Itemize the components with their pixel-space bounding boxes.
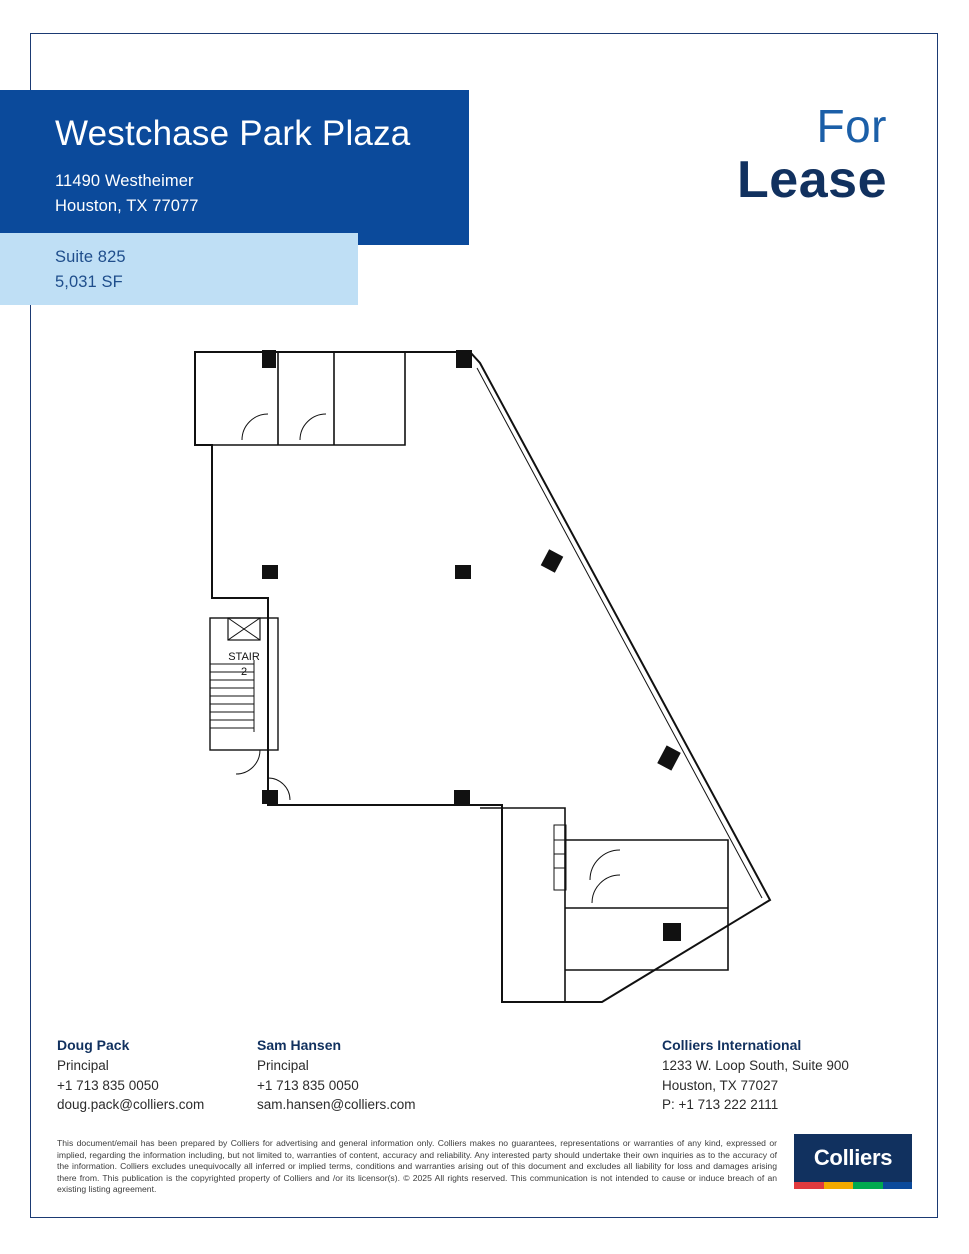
stair-number: 2 (240, 666, 248, 678)
logo-stripe-red (794, 1182, 824, 1189)
contact-name: Sam Hansen (257, 1037, 342, 1053)
logo-badge (794, 1134, 912, 1182)
company-phone: P: +1 713 222 2111 (662, 1097, 779, 1112)
address-street: 11490 Westheimer (55, 172, 194, 190)
contact-sam-hansen (257, 1035, 416, 1115)
address-city: Houston, TX 77077 (55, 197, 199, 215)
building-name: Westchase Park Plaza (55, 114, 411, 153)
contact-email[interactable]: sam.hansen@colliers.com (257, 1097, 416, 1112)
floor-plan-drawing (150, 330, 830, 1020)
logo-stripe-blue (883, 1182, 913, 1189)
colliers-logo (794, 1134, 912, 1196)
logo-stripes (794, 1182, 912, 1189)
stair-label: STAIR (228, 651, 260, 663)
suite-number: Suite 825 (55, 248, 126, 266)
disclaimer-text: This document/email has been prepared by Colliers for advertising and general information only. Colliers makes no guarantees, representations or warranties of any kind, expressed or implied, regarding the information including, but not limited to, warranties of content, accuracy and reliability. Any interested party should undertake their own inquiries as to the accuracy of the information. Colliers excludes unequivocally all inferred or implied terms, conditions and warranties arising out of this document and excludes all liability for loss and damages arising there from. This publication is the copyrighted property of Colliers and /or its licensor(s). © 2025 All rights reserved. This communication is not intended to cause or induce breach of an existing listing agreement. (57, 1138, 777, 1195)
suite-size: 5,031 SF (55, 273, 123, 291)
contact-phone: +1 713 835 0050 (257, 1077, 359, 1093)
company-address-1: 1233 W. Loop South, Suite 900 (662, 1058, 849, 1073)
for-lease-heading (737, 100, 887, 208)
contact-title: Principal (257, 1058, 309, 1073)
logo-wordmark: Colliers (813, 1145, 893, 1170)
contacts-section (57, 1035, 897, 1120)
contact-email[interactable]: doug.pack@colliers.com (57, 1097, 205, 1112)
lease-label: Lease (737, 151, 887, 209)
contact-name: Doug Pack (57, 1037, 130, 1053)
for-label: For (816, 100, 887, 152)
contact-phone: +1 713 835 0050 (57, 1077, 159, 1093)
company-name: Colliers International (662, 1037, 802, 1053)
title-block (0, 90, 469, 245)
logo-stripe-green (853, 1182, 883, 1189)
contact-doug-pack (57, 1035, 204, 1115)
suite-block (0, 233, 358, 305)
company-address-2: Houston, TX 77027 (662, 1077, 779, 1093)
company-info (662, 1035, 849, 1115)
logo-stripe-yellow (824, 1182, 854, 1189)
contact-title: Principal (57, 1058, 109, 1073)
